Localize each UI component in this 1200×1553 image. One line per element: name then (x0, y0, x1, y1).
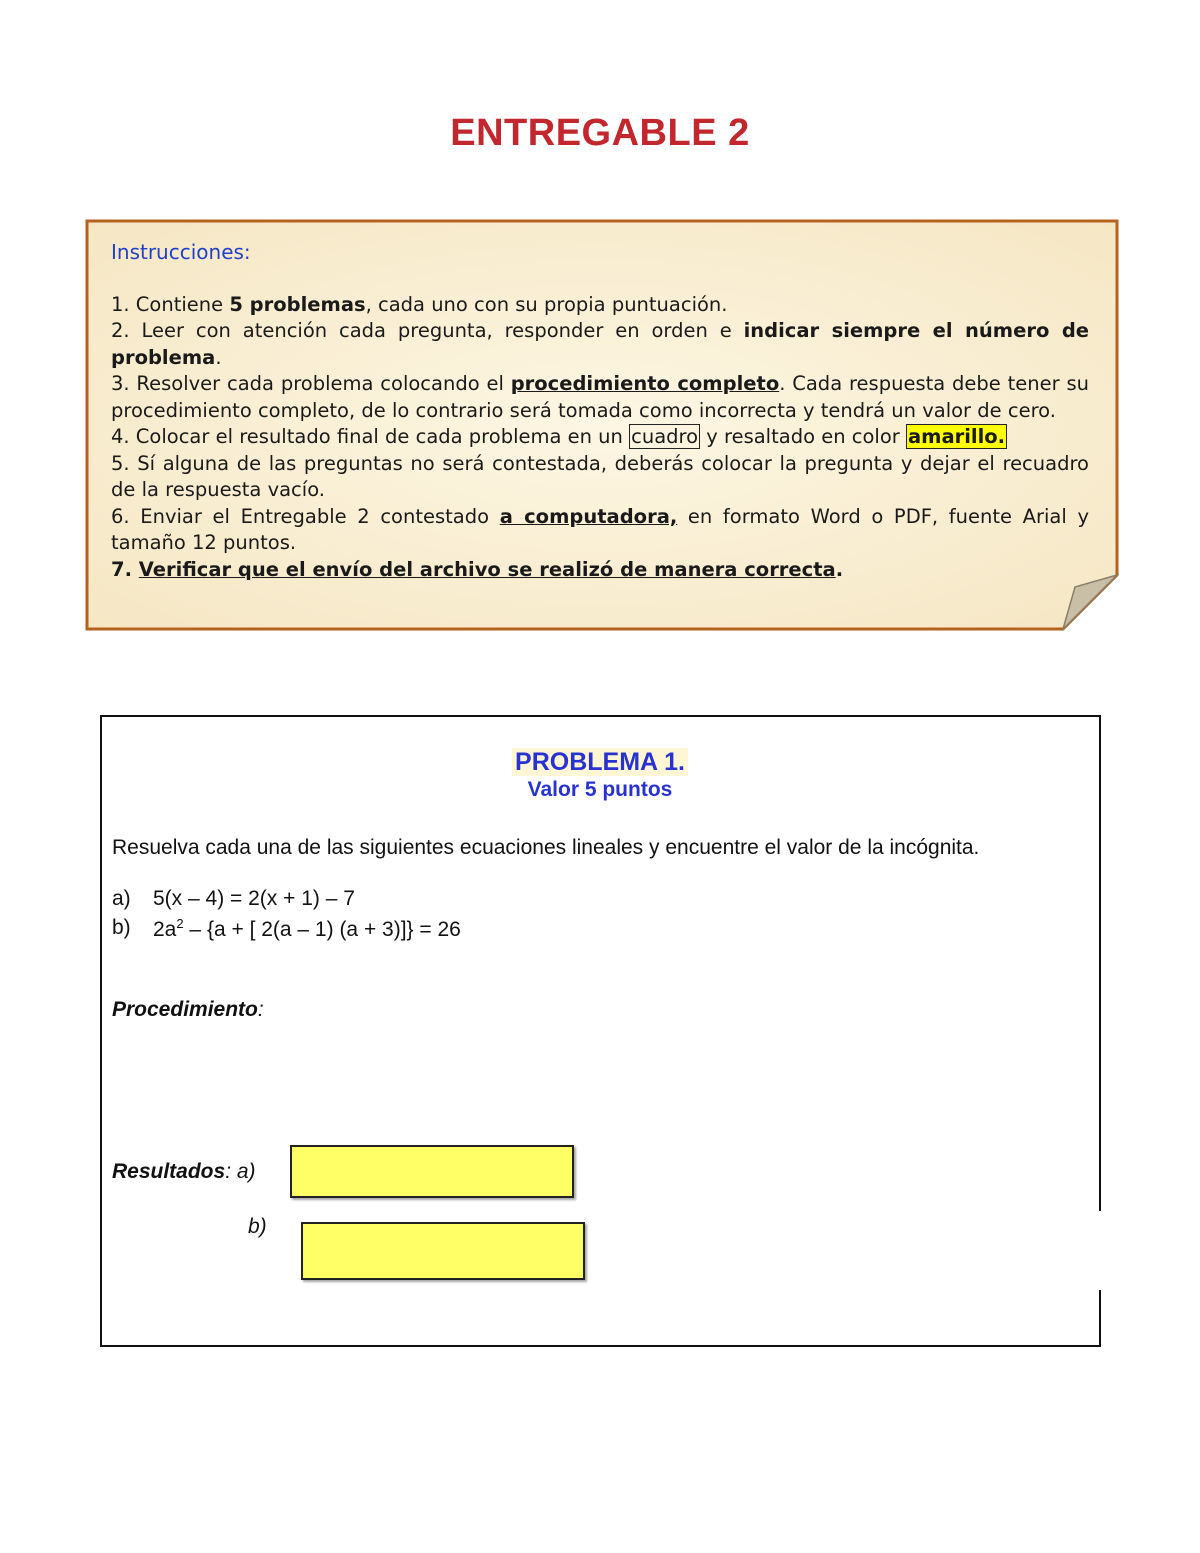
instruction-2: 2. Leer con atención cada pregunta, responder en orden e indicar siempre el número de problema. (111, 319, 1090, 369)
problem-1-box (100, 715, 1100, 1347)
instruction-6: 6. Enviar el Entregable 2 contestado a computadora, en formato Word o PDF, fuente Arial y tamaño 12 puntos. (111, 504, 1089, 554)
instructions-heading: Instrucciones: (111, 240, 251, 264)
results-b-label: b) (248, 1215, 267, 1238)
equation-b: $2a^2 - \{a$ + [ 2(a – 1) (a + 3)]} = 26 (153, 916, 461, 941)
equation-a-label: a) (112, 887, 131, 910)
instruction-3: 3. Resolver cada problema colocando el procedimiento completo. Cada respuesta debe tener su procedimiento completo, de lo contrario será tomada como incorrecta y tendrá un valor de cero. (111, 372, 1089, 422)
instruction-4: 4. Colocar el resultado final de cada problema en un cuadro y resaltado en color amarillo. (111, 425, 1006, 448)
highlighted-word: amarillo. (907, 425, 1006, 448)
equation-b-label: b) (112, 916, 131, 939)
instruction-5: 5. Sí alguna de las preguntas no será contestada, deberás colocar la pregunta y dejar el recuadro de la respuesta vacío. (111, 451, 1089, 501)
instructions-text (111, 239, 1089, 583)
document-title: ENTREGABLE 2 (450, 112, 750, 154)
answer-box-a[interactable] (290, 1145, 574, 1198)
results-label: Resultados: a) (112, 1160, 256, 1183)
equation-a: 5(x – 4) = 2(x + 1) – 7 (153, 887, 355, 910)
instruction-7: 7. Verificar que el envío del archivo se realizó de manera correcta. (111, 557, 844, 581)
instruction-1: 1. Contiene 5 problemas, cada uno con su propia puntuación. (111, 292, 728, 316)
problem-statement: Resuelva cada una de las siguientes ecuaciones lineales y encuentre el valor de la incógnita. (112, 836, 980, 859)
problem-value: Valor 5 puntos (527, 778, 673, 801)
problem-title: PROBLEMA 1. (0, 748, 1200, 777)
answer-box-b[interactable] (301, 1222, 585, 1280)
procedure-label: Procedimiento: (112, 998, 264, 1021)
instructions-note (85, 219, 1119, 631)
problem-box-right-border-lower (1099, 1290, 1101, 1347)
boxed-word: cuadro (631, 425, 699, 448)
